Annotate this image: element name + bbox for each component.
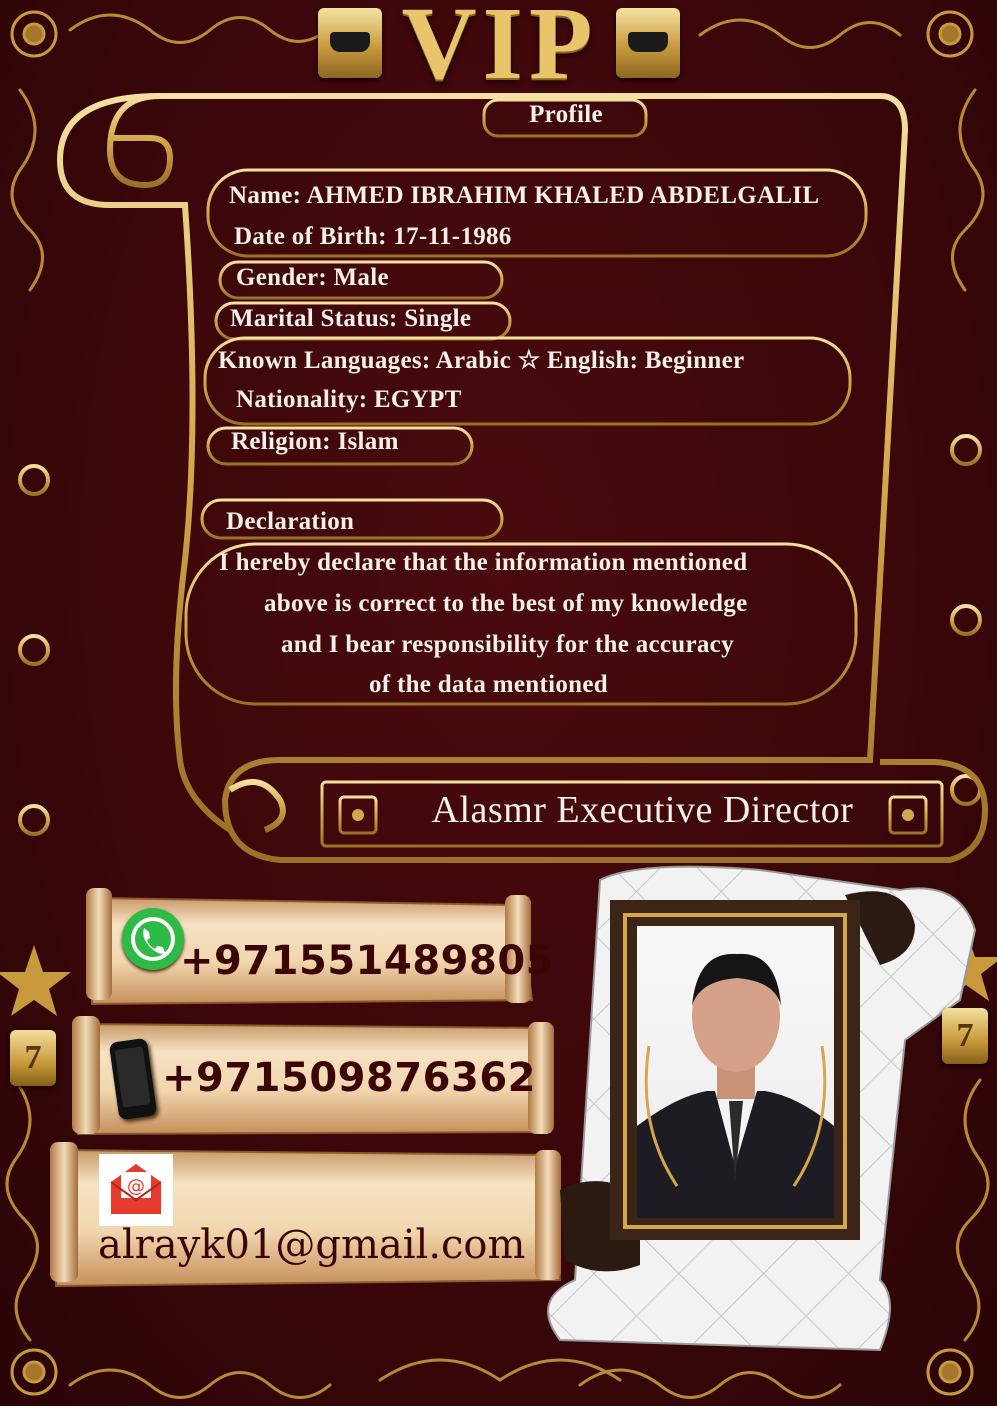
whatsapp-number[interactable]: +971551489805 xyxy=(180,938,554,984)
whatsapp-icon xyxy=(122,908,184,970)
declaration-line-1: I hereby declare that the information mentioned xyxy=(219,549,748,576)
job-title: Alasmr Executive Director xyxy=(431,789,854,831)
declaration-line-2: above is correct to the best of my knowledge xyxy=(264,590,748,617)
svg-text:@: @ xyxy=(127,1176,145,1197)
name-field: Name: AHMED IBRAHIM KHALED ABDELGALIL xyxy=(229,182,820,209)
declaration-line-3: and I bear responsibility for the accuracy xyxy=(281,631,734,658)
dob-field: Date of Birth: 17-11-1986 xyxy=(234,223,512,250)
profile-photo xyxy=(637,926,834,1218)
gender-field: Gender: Male xyxy=(236,264,389,291)
vip-right-plaque-icon xyxy=(616,8,680,78)
declaration-line-4: of the data mentioned xyxy=(369,671,608,698)
declaration-heading: Declaration xyxy=(226,508,355,535)
email-address[interactable]: alrayk01@gmail.com xyxy=(98,1222,526,1268)
phone-number[interactable]: +971509876362 xyxy=(162,1055,536,1101)
languages-field: Known Languages: Arabic ☆ English: Beginner xyxy=(218,347,745,374)
badge-seven-right: 7 xyxy=(942,1008,988,1064)
vip-title: VIP xyxy=(401,0,599,101)
vip-left-plaque-icon xyxy=(318,8,382,78)
badge-seven-left: 7 xyxy=(10,1030,56,1086)
email-icon xyxy=(99,1154,173,1226)
religion-field: Religion: Islam xyxy=(231,428,399,455)
nationality-field: Nationality: EGYPT xyxy=(236,386,462,413)
marital-status-field: Marital Status: Single xyxy=(230,305,472,332)
profile-heading: Profile xyxy=(529,101,603,128)
